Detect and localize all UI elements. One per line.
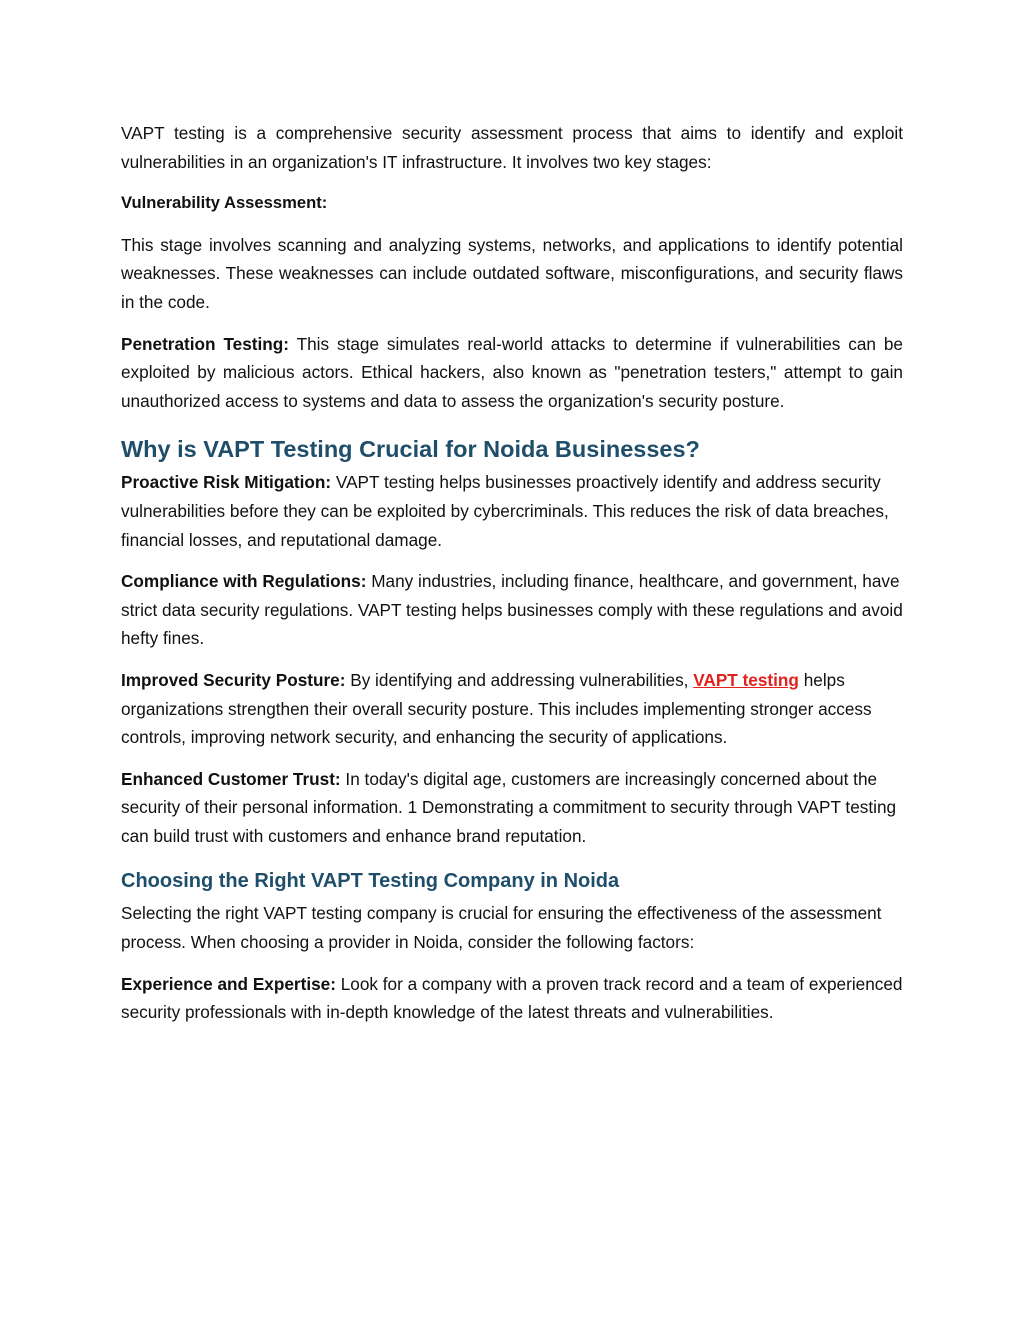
experience-paragraph bbox=[121, 970, 903, 1027]
improved-security-paragraph bbox=[121, 666, 903, 752]
choosing-section-heading: Choosing the Right VAPT Testing Company in Noida bbox=[121, 870, 620, 893]
experience-text: Look for a company with a proven track record and a team of experienced security professionals with in-depth knowledge of the latest threats and vulnerabilities. bbox=[121, 973, 903, 1023]
proactive-risk-label: Proactive Risk Mitigation: bbox=[121, 472, 332, 493]
compliance-text: Many industries, including finance, healthcare, and government, have strict data security regulations. VAPT testing helps businesses comply with these regulations and avoid hefty fines. bbox=[121, 571, 903, 649]
customer-trust-paragraph bbox=[121, 765, 903, 851]
improved-security-label: Improved Security Posture: bbox=[121, 669, 346, 690]
experience-label: Experience and Expertise: bbox=[121, 973, 336, 994]
vulnerability-assessment-heading: Vulnerability Assessment: bbox=[121, 193, 328, 213]
customer-trust-text: In today's digital age, customers are increasingly concerned about the security of their personal information. 1 Demonstrating a commitment to security through VAPT testing can build trust with customers and enhance brand reputation. bbox=[121, 768, 897, 846]
vapt-testing-link[interactable]: VAPT testing bbox=[693, 669, 799, 690]
why-section-heading: Why is VAPT Testing Crucial for Noida Businesses? bbox=[121, 436, 700, 463]
penetration-testing-paragraph bbox=[121, 330, 903, 416]
document-body bbox=[121, 119, 903, 1027]
penetration-testing-label: Penetration Testing: bbox=[121, 333, 290, 354]
improved-security-text-after: helps organizations strengthen their overall security posture. This includes implementing stronger access controls, improving network security, and enhancing the security of applications. bbox=[121, 669, 872, 748]
compliance-paragraph bbox=[121, 567, 903, 653]
choosing-intro-paragraph: Selecting the right VAPT testing company is crucial for ensuring the effectiveness of the assessment process. When choosing a provider in Noida, consider the following factors: bbox=[121, 903, 882, 953]
proactive-risk-text: VAPT testing helps businesses proactively identify and address security vulnerabilities before they can be exploited by cybercriminals. This reduces the risk of data breaches, financial losses, and reputational damage. bbox=[121, 472, 889, 550]
vulnerability-assessment-paragraph: This stage involves scanning and analyzing systems, networks, and applications to identify potential weaknesses. These weaknesses can include outdated software, misconfigurations, and security flaws in the code. bbox=[121, 234, 903, 312]
customer-trust-label: Enhanced Customer Trust: bbox=[121, 768, 341, 789]
compliance-label: Compliance with Regulations: bbox=[121, 571, 367, 592]
improved-security-text-before: By identifying and addressing vulnerabilities, bbox=[345, 669, 694, 690]
proactive-risk-paragraph bbox=[121, 468, 903, 554]
penetration-testing-text: This stage simulates real-world attacks to determine if vulnerabilities can be exploited by malicious actors. Ethical hackers, also known as "penetration testers," attempt to gain unauthorized access to systems and data to assess the organization's security posture. bbox=[121, 333, 903, 411]
intro-paragraph: VAPT testing is a comprehensive security assessment process that aims to identify and exploit vulnerabilities in an organization's IT infrastructure. It involves two key stages: bbox=[121, 123, 903, 172]
